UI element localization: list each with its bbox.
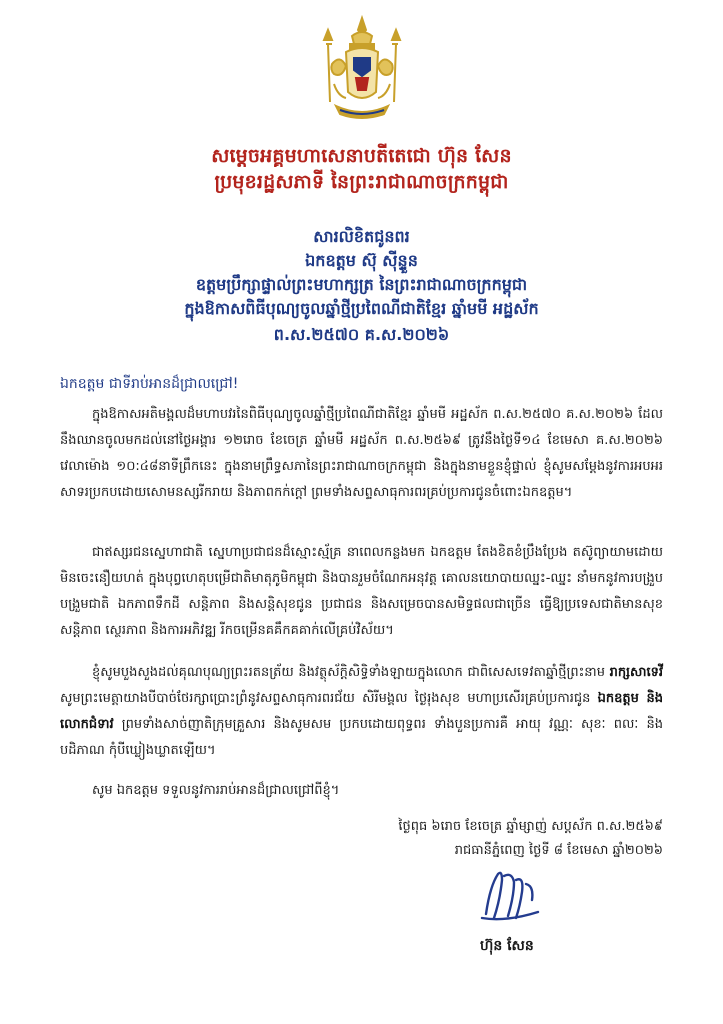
new-year-deity-name: រាក្សសាទេវី <box>609 665 663 680</box>
salutation: ឯកឧត្តម ជាទីរាប់អានដ៏ជ្រាលជ្រៅ! <box>60 376 239 392</box>
closing-line: សូម ឯកឧត្តម ទទួលនូវការរាប់អានដ៏ជ្រាលជ្រៅពីខ្ញុំ។ <box>92 783 340 798</box>
paragraph-3-text-b: សូមព្រះមេត្តាយាងបីបាច់ថែរក្សាប្រោះព្រំនូវសព្ទសាធុការពរជ័យ សិរីមង្គល ថ្ងៃរុងសុខ មហាប្រសើរគ្រប់ប្រការជូន <box>60 691 598 706</box>
subject-line-1: សារលិខិតជូនពរ <box>313 227 410 246</box>
sender-title: សម្តេចអគ្គមហាសេនាបតីតេជោ ហ៊ុន សែន <box>211 145 512 167</box>
royal-emblem-icon <box>306 14 418 126</box>
date-solar: រាជធានីភ្នំពេញ ថ្ងៃទី ៨ ខែមេសា ឆ្នាំ២០២៦ <box>454 843 663 858</box>
recipient-names: ឯកឧត្តម និងលោកជំទាវ <box>60 691 663 732</box>
signer-name: ហ៊ុន សែន <box>480 938 534 954</box>
body-paragraph-2: ជាឥស្សរជនស្នេហាជាតិ ស្នេហាប្រជាជនដ៏ស្មោះស្ម័គ្រ នាពេលកន្លងមក ឯកឧត្តម តែងខិតខំប្រឹងប្រែង តស៊ូព្យាយាមដោយមិនចេះនឿយហត់ ក្នុងបុព្វហេតុបម្រើជាតិមាតុភូមិកម្ពុជា និងបានរួមចំណែកអនុវត្ត គោលនយោបាយឈ្នះ-ឈ្នះ នាំមកនូវការបង្រួបបង្រួមជាតិ ឯកភាពទឹកដី សន្តិភាព និងសន្តិសុខជូន ប្រជាជន និងសម្រេចបានសមិទ្ធផលជាច្រើន ធ្វើឱ្យប្រទេសជាតិមានសុខសន្តិភាព ស្ថេរភាព និងការអភិវឌ្ឍ រីកចម្រើនគគឹកគគាក់លើគ្រប់វិស័យ។ <box>60 545 663 638</box>
paragraph-3-text-a: ខ្ញុំសូមបួងសួងដល់គុណបុណ្យព្រះរតនត្រ័យ និងវត្ថុស័ក្តិសិទ្ធិទាំងឡាយក្នុងលោក ជាពិសេសទេវតាឆ្នាំថ្មីព្រះនាម <box>92 665 610 680</box>
subject-line-3: ឧត្តមប្រឹក្សាផ្ទាល់ព្រះមហាក្សត្រ នៃព្រះរាជាណាចក្រកម្ពុជា <box>195 275 528 294</box>
subject-line-2: ឯកឧត្តម ស៊ុ ស៊ីន្ទួន <box>305 251 418 270</box>
subject-line-4: ក្នុងឱកាសពិធីបុណ្យចូលឆ្នាំថ្មីប្រពៃណីជាតិខ្មែរ ឆ្នាំមមី អដ្ឋស័ក <box>184 299 539 318</box>
paragraph-3-text-c: ព្រមទាំងសាច់ញាតិក្រុមគ្រួសារ និងសូមសម ប្រកបដោយពុទ្ធពរ ទាំងបួនប្រការគឺ អាយុ វណ្ណៈ សុខៈ ពលៈ និងបដិភាណ កុំបីឃ្លៀងឃ្លាតឡើយ។ <box>60 717 663 758</box>
subject-line-5: ព.ស.២៥៧០ គ.ស.២០២៦ <box>273 325 450 344</box>
sender-position: ប្រមុខរដ្ឋសភាទី នៃព្រះរាជាណាចក្រកម្ពុជា <box>214 171 509 193</box>
body-paragraph-3 <box>60 660 663 764</box>
date-lunar: ថ្ងៃពុធ ៦រោច ខែចេត្រ ឆ្នាំម្សាញ់ សប្តស័ក ព.ស.២៥៦៩ <box>398 819 663 834</box>
signature-icon <box>476 866 546 930</box>
body-paragraph-1: ក្នុងឱកាសអតិមង្គលដ៏មហាបវរនៃពិធីបុណ្យចូលឆ្នាំថ្មីប្រពៃណីជាតិខ្មែរ ឆ្នាំមមី អដ្ឋស័ក ព.ស.២៥៧០ គ.ស.២០២៦ ដែលនឹងឈានចូលមកដល់នៅថ្ងៃអង្គារ ១២រោច ខែចេត្រ ឆ្នាំមមី អដ្ឋស័ក ព.ស.២៥៦៩ ត្រូវនឹងថ្ងៃទី១៤ ខែមេសា គ.ស.២០២៦ វេលាម៉ោង ១០:៤៨នាទីព្រឹកនេះ ក្នុងនាមព្រឹទ្ធសភានៃព្រះរាជាណាចក្រកម្ពុជា និងក្នុងនាមខ្លួនខ្ញុំផ្ទាល់ ខ្ញុំសូមសម្តែងនូវការអបអរសាទរប្រកបដោយសោមនស្សរីករាយ និងភាពកក់ក្តៅ ព្រមទាំងសព្ទសាធុការពរគ្រប់ប្រការជូនចំពោះឯកឧត្តម។ <box>60 407 663 500</box>
